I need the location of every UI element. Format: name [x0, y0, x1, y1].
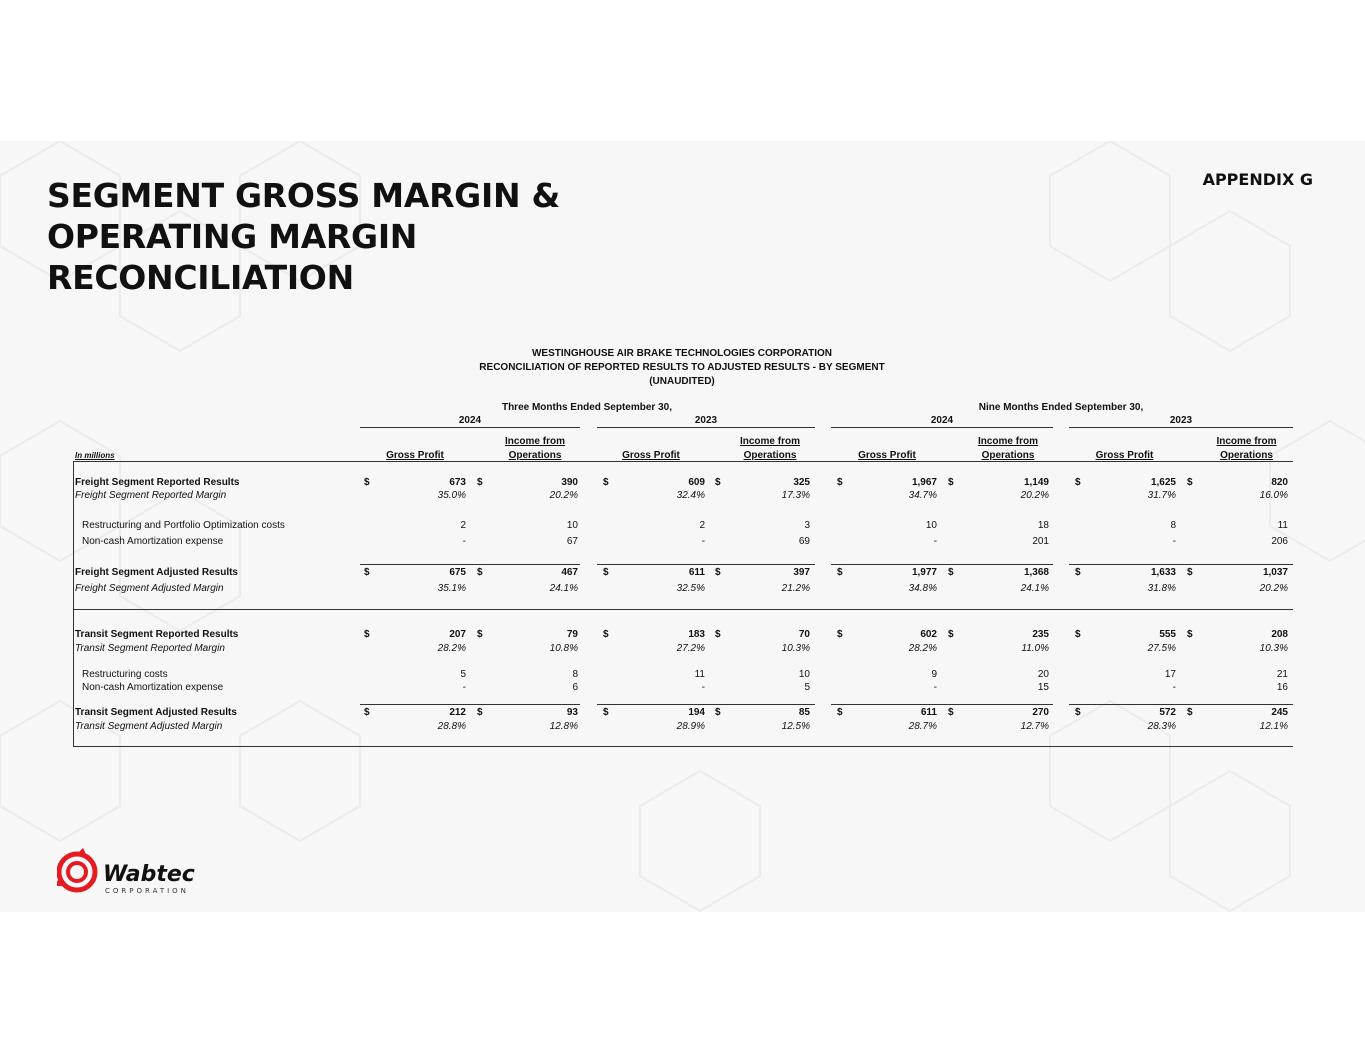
table-cell: 10 — [925, 520, 937, 531]
year-header-2: 2023 — [694, 415, 718, 426]
logo-subtitle: CORPORATION — [105, 887, 189, 895]
col-header-income-from: Income from — [977, 436, 1038, 447]
col-header-gross-profit: Gross Profit — [1095, 450, 1154, 461]
currency-symbol: $ — [1187, 567, 1193, 578]
currency-symbol: $ — [948, 477, 954, 488]
table-cell: 572 — [1159, 707, 1176, 718]
table-cell: 2 — [699, 520, 705, 531]
table-cell: 467 — [561, 567, 578, 578]
table-cell: 67 — [566, 536, 578, 547]
units-label: In millions — [75, 451, 115, 460]
table-cell: 35.0% — [437, 490, 466, 501]
table-cell: - — [933, 682, 937, 693]
table-cell: 609 — [688, 477, 705, 488]
row-label: Transit Segment Adjusted Results — [75, 707, 237, 718]
subtotal-rule — [1069, 704, 1293, 705]
table-cell: 28.7% — [908, 721, 937, 732]
table-cell: 20.2% — [1020, 490, 1049, 501]
currency-symbol: $ — [477, 567, 483, 578]
table-cell: 31.8% — [1147, 583, 1176, 594]
section-divider — [73, 609, 1293, 610]
period-nine-months: Nine Months Ended September 30, — [978, 402, 1144, 413]
table-cell: 28.3% — [1147, 721, 1176, 732]
col-header-gross-profit: Gross Profit — [386, 450, 444, 461]
table-cell: 27.2% — [676, 643, 705, 654]
col-header-income-from: Income from — [1216, 436, 1277, 447]
row-label: Freight Segment Adjusted Margin — [75, 583, 224, 594]
year-header-4: 2023 — [1169, 415, 1193, 426]
row-label: Non-cash Amortization expense — [82, 536, 224, 547]
table-cell: 24.1% — [549, 583, 578, 594]
currency-symbol: $ — [1075, 707, 1081, 718]
table-cell: 15 — [1037, 682, 1049, 693]
currency-symbol: $ — [364, 567, 370, 578]
period-three-months: Three Months Ended September 30, — [501, 402, 673, 413]
currency-symbol: $ — [1075, 477, 1081, 488]
currency-symbol: $ — [948, 629, 954, 640]
row-label: Transit Segment Reported Margin — [75, 643, 225, 654]
table-cell: 10 — [566, 520, 578, 531]
table-cell: 201 — [1032, 536, 1049, 547]
table-cell: 207 — [449, 629, 466, 640]
table-cell: 70 — [798, 629, 810, 640]
subtotal-rule — [597, 564, 815, 565]
table-cell: 235 — [1032, 629, 1049, 640]
title-line-3: RECONCILIATION — [47, 258, 354, 297]
table-cell: - — [701, 682, 705, 693]
table-cell: 555 — [1159, 629, 1176, 640]
currency-symbol: $ — [715, 629, 721, 640]
table-cell: 11 — [694, 669, 705, 680]
table-cell: 12.1% — [1259, 721, 1288, 732]
year-rule-4 — [1069, 427, 1293, 428]
row-label: Non-cash Amortization expense — [82, 682, 224, 693]
col-header-operations: Operations — [981, 450, 1035, 461]
table-cell: 5 — [460, 669, 466, 680]
table-cell: 10.8% — [549, 643, 578, 654]
table-cell: 10.3% — [781, 643, 810, 654]
table-cell: 17 — [1164, 669, 1176, 680]
title-line-1: SEGMENT GROSS MARGIN & — [47, 176, 560, 215]
currency-symbol: $ — [364, 707, 370, 718]
table-cell: 79 — [566, 629, 578, 640]
currency-symbol: $ — [1075, 567, 1081, 578]
col-header-gross-profit: Gross Profit — [622, 450, 680, 461]
currency-symbol: $ — [477, 629, 483, 640]
year-rule-2 — [597, 427, 815, 428]
currency-symbol: $ — [715, 477, 721, 488]
currency-symbol: $ — [477, 707, 483, 718]
table-cell: 24.1% — [1020, 583, 1049, 594]
table-cell: 93 — [566, 707, 578, 718]
col-header-gross-profit: Gross Profit — [858, 450, 916, 461]
table-cell: 611 — [920, 707, 937, 718]
report-company: WESTINGHOUSE AIR BRAKE TECHNOLOGIES CORPORATION — [531, 348, 832, 359]
table-cell: 390 — [561, 477, 578, 488]
col-header-income-from: Income from — [504, 436, 565, 447]
table-cell: 1,625 — [1150, 477, 1176, 488]
currency-symbol: $ — [837, 707, 843, 718]
currency-symbol: $ — [948, 567, 954, 578]
table-cell: 27.5% — [1147, 643, 1176, 654]
col-header-income-from: Income from — [739, 436, 800, 447]
currency-symbol: $ — [603, 707, 609, 718]
subtotal-rule — [360, 704, 580, 705]
subtotal-rule — [360, 564, 580, 565]
table-cell: 28.2% — [908, 643, 937, 654]
table-cell: 34.8% — [908, 583, 937, 594]
table-cell: - — [462, 536, 466, 547]
table-cell: 325 — [793, 477, 810, 488]
table-cell: 21 — [1276, 669, 1288, 680]
table-cell: 32.5% — [676, 583, 705, 594]
table-cell: - — [462, 682, 466, 693]
table-cell: 212 — [449, 707, 466, 718]
subtotal-rule — [1069, 564, 1293, 565]
row-label: Freight Segment Reported Margin — [75, 490, 227, 501]
table-cell: 9 — [931, 669, 937, 680]
table-cell: 1,633 — [1150, 567, 1176, 578]
currency-symbol: $ — [477, 477, 483, 488]
table-cell: - — [933, 536, 937, 547]
year-header-1: 2024 — [458, 415, 482, 426]
table-cell: 69 — [798, 536, 810, 547]
subtotal-rule — [597, 704, 815, 705]
table-cell: - — [701, 536, 705, 547]
table-cell: 194 — [688, 707, 705, 718]
table-cell: 1,149 — [1023, 477, 1049, 488]
subtotal-rule — [831, 564, 1053, 565]
table-cell: 20.2% — [549, 490, 578, 501]
table-cell: 28.8% — [437, 721, 466, 732]
year-rule-1 — [360, 427, 580, 428]
currency-symbol: $ — [948, 707, 954, 718]
table-cell: 208 — [1271, 629, 1288, 640]
wabtec-logo — [57, 848, 197, 905]
table-cell: 12.5% — [781, 721, 810, 732]
table-cell: 5 — [804, 682, 810, 693]
table-cell: 18 — [1037, 520, 1049, 531]
table-cell: 12.7% — [1020, 721, 1049, 732]
currency-symbol: $ — [1187, 707, 1193, 718]
table-cell: 2 — [460, 520, 466, 531]
col-header-operations: Operations — [508, 450, 562, 461]
currency-symbol: $ — [603, 477, 609, 488]
row-label: Restructuring and Portfolio Optimization costs — [82, 520, 285, 531]
table-cell: 1,977 — [911, 567, 937, 578]
currency-symbol: $ — [837, 567, 843, 578]
row-label: Transit Segment Reported Results — [75, 629, 239, 640]
currency-symbol: $ — [1187, 629, 1193, 640]
page-title — [47, 175, 607, 298]
currency-symbol: $ — [603, 567, 609, 578]
table-cell: - — [1172, 682, 1176, 693]
report-subtitle: RECONCILIATION OF REPORTED RESULTS TO ADJUSTED RESULTS - BY SEGMENT — [479, 362, 885, 373]
table-cell: 3 — [804, 520, 810, 531]
table-cell: 611 — [688, 567, 705, 578]
table-cell: - — [1172, 536, 1176, 547]
year-rule-3 — [831, 427, 1053, 428]
subtotal-rule — [831, 704, 1053, 705]
currency-symbol: $ — [715, 707, 721, 718]
table-cell: 245 — [1271, 707, 1288, 718]
row-label: Restructuring costs — [82, 669, 168, 680]
table-cell: 673 — [449, 477, 466, 488]
table-cell: 17.3% — [781, 490, 810, 501]
year-header-3: 2024 — [930, 415, 954, 426]
appendix-label: APPENDIX G — [1202, 170, 1313, 189]
table-cell: 602 — [920, 629, 937, 640]
currency-symbol: $ — [1187, 477, 1193, 488]
currency-symbol: $ — [837, 629, 843, 640]
table-cell: 1,967 — [911, 477, 937, 488]
currency-symbol: $ — [715, 567, 721, 578]
wabtec-logo-icon — [57, 848, 197, 900]
currency-symbol: $ — [364, 477, 370, 488]
table-cell: 8 — [572, 669, 578, 680]
title-line-2: OPERATING MARGIN — [47, 217, 418, 256]
table-cell: 10.3% — [1259, 643, 1288, 654]
table-cell: 34.7% — [908, 490, 937, 501]
logo-wordmark: Wabtec — [103, 862, 195, 887]
table-cell: 11 — [1277, 520, 1288, 531]
table-cell: 183 — [688, 629, 705, 640]
col-header-operations: Operations — [743, 450, 797, 461]
table-cell: 270 — [1032, 707, 1049, 718]
table-cell: 6 — [572, 682, 578, 693]
table-cell: 820 — [1271, 477, 1288, 488]
table-cell: 8 — [1170, 520, 1176, 531]
currency-symbol: $ — [603, 629, 609, 640]
row-label: Freight Segment Adjusted Results — [75, 567, 238, 578]
currency-symbol: $ — [837, 477, 843, 488]
col-header-operations: Operations — [1220, 450, 1273, 461]
table-cell: 1,037 — [1262, 567, 1288, 578]
table-cell: 35.1% — [437, 583, 466, 594]
table-cell: 20.2% — [1259, 583, 1288, 594]
currency-symbol: $ — [364, 629, 370, 640]
table-cell: 16.0% — [1259, 490, 1288, 501]
table-cell: 12.8% — [549, 721, 578, 732]
table-cell: 28.9% — [676, 721, 705, 732]
table-cell: 85 — [798, 707, 810, 718]
table-cell: 1,368 — [1023, 567, 1049, 578]
table-cell: 10 — [798, 669, 810, 680]
table-cell: 28.2% — [437, 643, 466, 654]
table-cell: 675 — [449, 567, 466, 578]
table-cell: 397 — [793, 567, 810, 578]
table-cell: 21.2% — [781, 583, 810, 594]
row-label: Freight Segment Reported Results — [75, 477, 240, 488]
table-cell: 31.7% — [1147, 490, 1176, 501]
table-cell: 11.0% — [1021, 643, 1049, 654]
report-unaudited: (UNAUDITED) — [649, 376, 715, 387]
table-cell: 206 — [1271, 536, 1288, 547]
currency-symbol: $ — [1075, 629, 1081, 640]
table-cell: 32.4% — [676, 490, 705, 501]
table-cell: 16 — [1276, 682, 1288, 693]
table-cell: 20 — [1037, 669, 1049, 680]
row-label: Transit Segment Adjusted Margin — [75, 721, 223, 732]
